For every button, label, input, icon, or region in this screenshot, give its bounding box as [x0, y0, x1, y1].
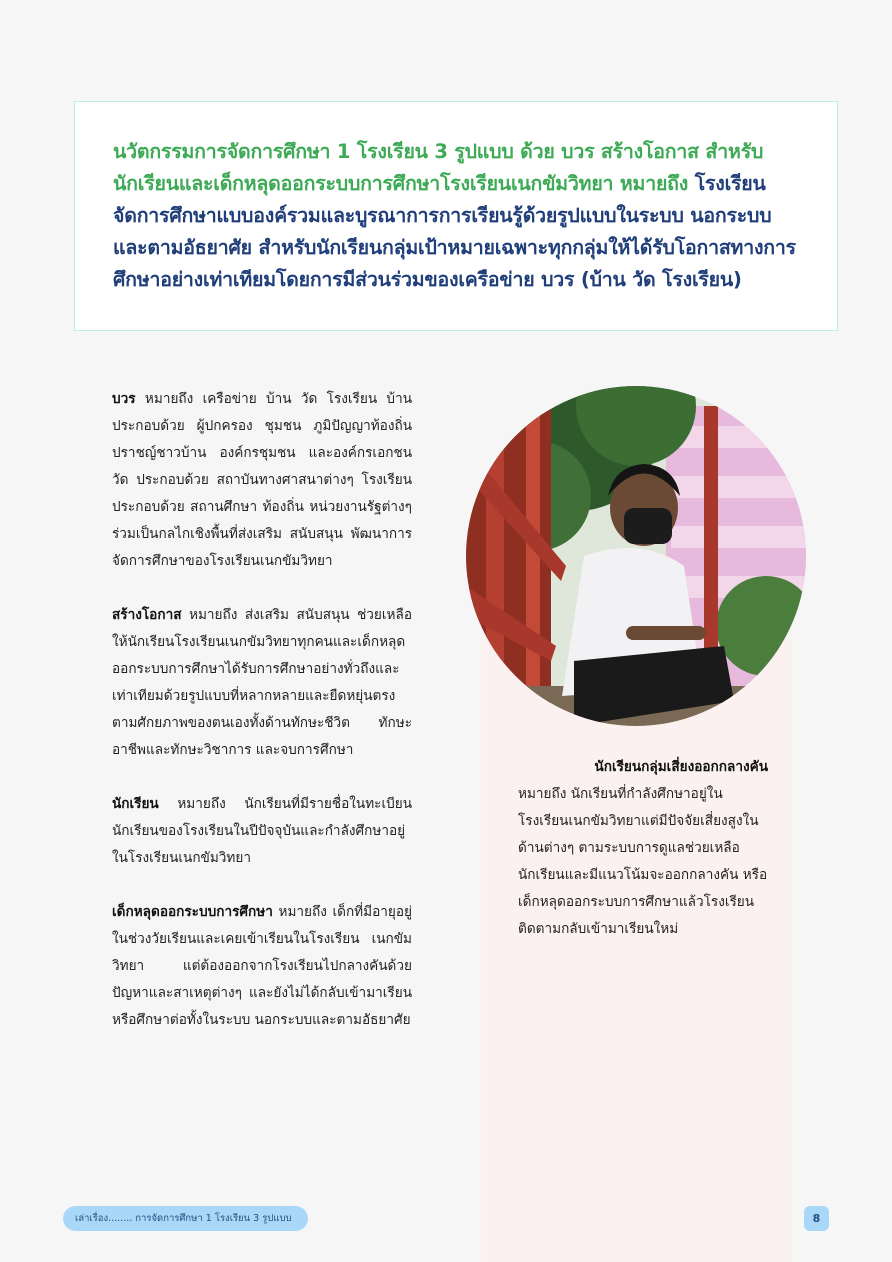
definition-text: หมายถึง นักเรียนที่มีรายชื่อในทะเบียนนักเรียนของโรงเรียนในปีปัจจุบันและกำลังศึกษาอยู่ในโรงเรียนเนกขัมวิทยา [112, 796, 412, 866]
definition-item [112, 899, 412, 1034]
definition-term: นักเรียน [112, 796, 159, 812]
title-body: โรงเรียนจัดการศึกษาแบบองค์รวมและบูรณาการการเรียนรู้ด้วยรูปแบบในระบบ นอกระบบและตามอัธยาศัย สำหรับนักเรียนกลุ่มเป้าหมายเฉพาะทุกกลุ่มให้ได้รับโอกาสทางการศึกษาอย่างเท่าเทียมโดยการมีส่วนร่วมของเครือข่าย บวร (บ้าน วัด โรงเรียน) [113, 172, 796, 291]
student-photo [466, 386, 806, 726]
student-photo-illustration [466, 386, 806, 726]
definition-text: หมายถึง เครือข่าย บ้าน วัด โรงเรียน บ้าน ประกอบด้วย ผู้ปกครอง ชุมชน ภูมิปัญญาท้องถิ่น ปราชญ์ชาวบ้าน องค์กรชุมชน และองค์กรเอกชน วัด ประกอบด้วย สถาบันทางศาสนาต่างๆ โรงเรียน ประกอบด้วย สถานศึกษา ท้องถิ่น หน่วยงานรัฐต่างๆ ร่วมเป็นกลไกเชิงพื้นที่ส่งเสริม สนับสนุน พัฒนาการจัดการศึกษาของโรงเรียนเนกขัมวิทยา [112, 391, 412, 569]
title-highlight: นวัตกรรมการจัดการศึกษา 1 โรงเรียน 3 รูปแบบ ด้วย บวร สร้างโอกาส สำหรับนักเรียนและเด็กหลุดออกระบบการศึกษาโรงเรียนเนกขัมวิทยา หมายถึง [113, 140, 764, 195]
definition-item [112, 602, 412, 764]
definitions-column [112, 386, 412, 1061]
definition-term: บวร [112, 391, 136, 407]
side-definition-term: นักเรียนกลุ่มเสี่ยงออกกลางคัน [594, 759, 768, 775]
footer-label: เล่าเรื่อง........ การจัดการศึกษา 1 โรงเรียน 3 รูปแบบ [63, 1206, 308, 1231]
definition-text: หมายถึง เด็กที่มีอายุอยู่ในช่วงวัยเรียนและเคยเข้าเรียนในโรงเรียน เนกขัมวิทยา แต่ต้องออกจากโรงเรียนไปกลางคันด้วยปัญหาและสาเหตุต่างๆ และยังไม่ได้กลับเข้ามาเรียนหรือศึกษาต่อทั้งในระบบ นอกระบบและตามอัธยาศัย [112, 904, 412, 1028]
page-title [113, 136, 799, 296]
title-box [74, 101, 838, 331]
page-number: 8 [804, 1206, 829, 1231]
side-definition [518, 754, 768, 943]
side-background [481, 640, 792, 1262]
side-definition-text: หมายถึง นักเรียนที่กำลังศึกษาอยู่ในโรงเรียนเนกขัมวิทยาแต่มีปัจจัยเสี่ยงสูงในด้านต่างๆ ตามระบบการดูแลช่วยเหลือนักเรียนและมีแนวโน้มจะออกกลางคัน หรือเด็กหลุดออกระบบการศึกษาแล้วโรงเรียนติดตามกลับเข้ามาเรียนใหม่ [518, 786, 768, 937]
definition-text: หมายถึง ส่งเสริม สนับสนุน ช่วยเหลือให้นักเรียนโรงเรียนเนกขัมวิทยาทุกคนและเด็กหลุดออกระบบการศึกษาได้รับการศึกษาอย่างทั่วถึงและเท่าเทียมด้วยรูปแบบที่หลากหลายและยืดหยุ่นตรงตามศักยภาพของตนเองทั้งด้านทักษะชีวิต ทักษะอาชีพและทักษะวิชาการ และจบการศึกษา [112, 607, 412, 758]
definition-term: เด็กหลุดออกระบบการศึกษา [112, 904, 273, 920]
definition-item [112, 791, 412, 872]
definition-item [112, 386, 412, 575]
definition-term: สร้างโอกาส [112, 607, 182, 623]
